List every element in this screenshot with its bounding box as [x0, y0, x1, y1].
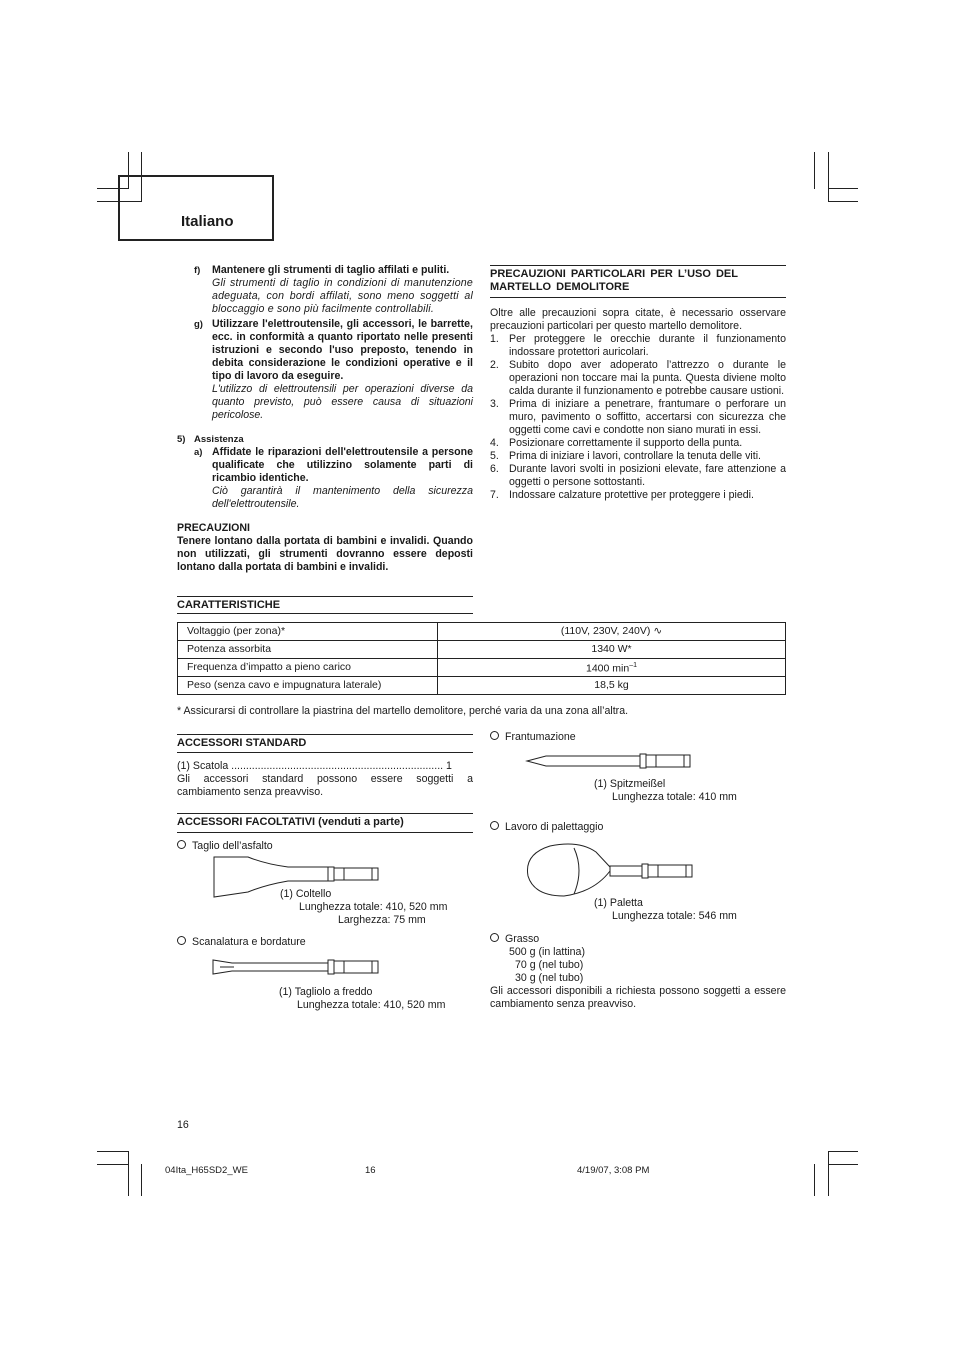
list-text: Indossare calzature protettive per proteggere i piedi. [509, 489, 754, 501]
std-acc-title: ACCESSORI STANDARD [177, 734, 473, 753]
list-number: 5. [490, 450, 499, 462]
precautions-title: PRECAUZIONI [177, 522, 250, 534]
list-number: 2. [490, 359, 499, 371]
shoveling-heading: Lavoro di palettaggio [490, 821, 603, 834]
grooving-heading: Scanalatura e bordature [177, 936, 306, 949]
list-number: 3. [490, 398, 499, 410]
spec-value: 1340 W* [438, 641, 786, 659]
special-precautions-intro: Oltre alle precauzioni sopra citate, è necessario osservare precauzioni particolari per questo martello demolitore. [490, 307, 786, 332]
spec-label: Potenza assorbita [178, 641, 438, 659]
list-text: Posizionare correttamente il supporto della punta. [509, 437, 743, 449]
specs-footnote: * Assicurarsi di controllare la piastrina del martello demolitore, perché varia da una zona all’altra. [177, 705, 629, 717]
std-acc-item: (1) Scatola ........................................................................ 1 [177, 760, 452, 772]
list-number: 4. [490, 437, 499, 449]
list-number: 7. [490, 489, 499, 501]
spec-value: (110V, 230V, 240V) ∿ [438, 623, 786, 641]
circle-icon [490, 731, 499, 740]
spitzmeissel-illustration [524, 750, 694, 772]
list-text: Durante lavori svolti in posizioni elevate, fare attenzione a oggetti o persone sottostanti. [509, 463, 786, 488]
list-text: Prima di iniziare a penetrare, frantumare o perforare un muro, pavimento o soffitto, accertarsi con sicurezza che oggetti come cavi e condotte non siano murati in essi. [509, 398, 786, 436]
item-a: a) Affidate le riparazioni dell'elettroutensile a persone qualificate che utilizzino solamente parti di ricambio identiche. Ciò garantirà il mantenimento della sicurezza dell'elettroutensile. [194, 446, 473, 510]
spec-label: Voltaggio (per zona)* [178, 623, 438, 641]
table-row [178, 623, 786, 641]
list-text: Prima di iniziare i lavori, controllare la tenuta delle viti. [509, 450, 762, 462]
grease-heading: Grasso [490, 933, 539, 946]
ac-icon: ∿ [653, 625, 663, 637]
circle-icon [177, 936, 186, 945]
item-a-italic: Ciò garantirà il mantenimento della sicurezza dell'elettroutensile. [212, 485, 473, 510]
item-f: f) Mantenere gli strumenti di taglio affilati e puliti. Gli strumenti di taglio in condizioni di manutenzione adeguata, con bordi affilati, sono meno soggetti al bloccaggio e sono più facilmente controllabili. [194, 264, 473, 315]
list-item [490, 398, 786, 437]
breaking-heading: Frantumazione [490, 731, 576, 744]
spec-value: 18,5 kg [438, 677, 786, 695]
table-row [178, 659, 786, 677]
grease-line: 500 g (in lattina) [509, 946, 585, 958]
paletta-name: (1) Paletta [594, 897, 643, 909]
footer-page: 16 [365, 1165, 376, 1176]
grease-line: 70 g (nel tubo) [515, 959, 584, 971]
item-g-bold: Utilizzare l'elettroutensile, gli accessori, le barrette, ecc. in conformità a quanto riportato nelle presenti istruzioni e secondo l'uso preposto, tenendo in debita considerazione le condizioni operative e il tipo di lavoro da eseguire. [212, 318, 473, 382]
special-precautions-list [490, 333, 786, 502]
special-precautions-title: PRECAUZIONI PARTICOLARI PER L’USO DEL MARTELLO DEMOLITORE [490, 265, 786, 298]
item-f-bold: Mantenere gli strumenti di taglio affilati e puliti. [212, 264, 450, 276]
footer-date: 4/19/07, 3:08 PM [577, 1165, 650, 1176]
opt-acc-note: Gli accessori disponibili a richiesta possono soggetti a essere cambiamento senza preavviso. [490, 985, 786, 1010]
table-row [178, 677, 786, 695]
left-column [177, 264, 473, 574]
tagliolo-illustration [210, 955, 382, 979]
list-item [490, 359, 786, 398]
tagliolo-name: (1) Tagliolo a freddo [279, 986, 373, 998]
list-item [490, 463, 786, 489]
list-item [490, 450, 786, 463]
paletta-illustration [524, 840, 696, 902]
spec-value: 1400 $\min^{-1}$ [438, 659, 786, 677]
coltello-length: Lunghezza totale: 410, 520 mm [299, 901, 448, 913]
list-item [490, 489, 786, 502]
list-item [490, 333, 786, 359]
specs-title: CARATTERISTICHE [177, 596, 473, 614]
footer-filename: 04Ita_H65SD2_WE [165, 1165, 248, 1176]
page-number: 16 [177, 1119, 189, 1131]
table-row [178, 641, 786, 659]
list-number: 6. [490, 463, 499, 475]
circle-icon [490, 821, 499, 830]
circle-icon [177, 840, 186, 849]
precautions-text: Tenere lontano dalla portata di bambini e invalidi. Quando non utilizzati, gli strumenti dovranno essere deposti lontano dalla portata di bambini e invalidi. [177, 535, 473, 573]
coltello-width: Larghezza: 75 mm [338, 914, 426, 926]
section-5: 5) Assistenza [177, 433, 473, 446]
item-f-italic: Gli strumenti di taglio in condizioni di manutenzione adeguata, con bordi affilati, sono meno soggetti al bloccaggio e sono più facilmente controllabili. [212, 277, 473, 315]
specs-table [177, 622, 786, 695]
spitzmeissel-length: Lunghezza totale: 410 mm [612, 791, 737, 803]
coltello-name: (1) Coltello [280, 888, 332, 900]
asphalt-heading: Taglio dell’asfalto [177, 840, 273, 853]
circle-icon [490, 933, 499, 942]
spec-label: Frequenza d’impatto a pieno carico [178, 659, 438, 677]
section-5-title: Assistenza [194, 434, 244, 445]
list-item [490, 437, 786, 450]
list-text: Per proteggere le orecchie durante il funzionamento indossare protettori auricolari. [509, 333, 786, 358]
std-acc-note: Gli accessori standard possono essere soggetti a cambiamento senza preavviso. [177, 773, 473, 798]
list-number: 1. [490, 333, 499, 345]
spitzmeissel-name: (1) Spitzmeißel [594, 778, 666, 790]
item-g: g) Utilizzare l'elettroutensile, gli accessori, le barrette, ecc. in conformità a quanto riportato nelle presenti istruzioni e secondo l'uso preposto, tenendo in debita considerazione le condizioni operative e il tipo di lavoro da eseguire. L'utilizzo di elettroutensili per operazioni diverse da quanto previsto, può essere causa di situazioni pericolose. [194, 318, 473, 421]
opt-acc-title: ACCESSORI FACOLTATIVI (venduti a parte) [177, 813, 473, 833]
tagliolo-length: Lunghezza totale: 410, 520 mm [297, 999, 446, 1011]
paletta-length: Lunghezza totale: 546 mm [612, 910, 737, 922]
grease-line: 30 g (nel tubo) [515, 972, 584, 984]
item-a-bold: Affidate le riparazioni dell'elettroutensile a persone qualificate che utilizzino solamente parti di ricambio identiche. [212, 446, 473, 484]
language-tab [118, 175, 274, 241]
item-g-italic: L'utilizzo di elettroutensili per operazioni diverse da quanto previsto, può essere causa di situazioni pericolose. [212, 383, 473, 421]
list-text: Subito dopo aver adoperato l’attrezzo o durante le operazioni non toccare mai la punta. Questa diviene molto calda durante il funzionamento e potrebbe causare ustioni. [509, 359, 786, 397]
language-label: Italiano [181, 213, 234, 230]
spec-label: Peso (senza cavo e impugnatura laterale) [178, 677, 438, 695]
